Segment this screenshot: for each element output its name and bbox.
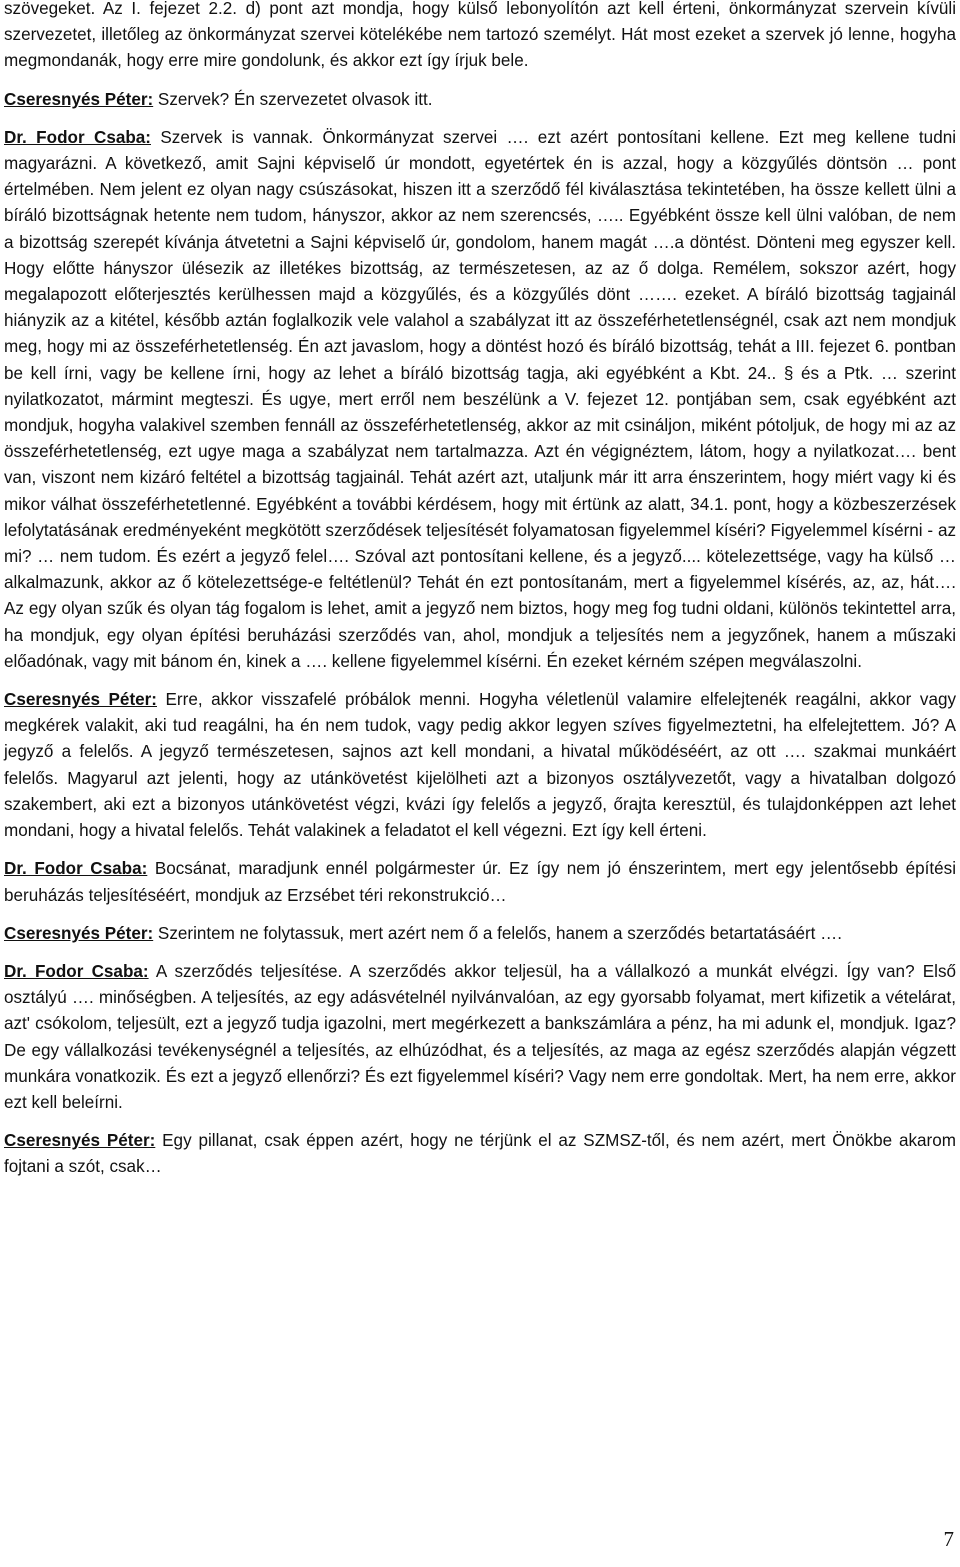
paragraph-fodor-2 — [4, 856, 956, 908]
paragraph-text: Szervek? Én szervezetet olvasok itt. — [153, 89, 433, 109]
paragraph-fodor-3 — [4, 959, 956, 1116]
paragraph-text: Szerintem ne folytassuk, mert azért nem ő a felelős, hanem a szerződés betartatásáért …. — [153, 923, 843, 943]
paragraph-fodor-1 — [4, 125, 956, 675]
paragraph-text: Erre, akkor visszafelé próbálok menni. Hogyha véletlenül valamire elfelejtenék reagálni, akkor vagy megkérek valakit, aki tud reagálni, ha én nem tudok, vagy pedig akkor legyen szíves figyelmeztetni, ha elfelejtettem. Jó? A jegyző a felelős. A jegyző természetesen, sajnos azt kell mondani, a hivatal működéséért, az ott …. szakmai munkáért felelős. Magyarul azt jelenti, hogy az utánkövetést kijelölheti azt a bizonyos osztályvezetőt, vagy a hivatalban dolgozó szakembert, aki ezt a bizonyos utánkövetést végzi, kvázi így felelős a jegyző, őrajta keresztül, és tulajdonképpen azt lehet mondani, hogy a hivatal felelős. Tehát valakinek a feladatot el kell végezni. Ezt így kell érteni. — [4, 690, 956, 841]
speaker-name: Dr. Fodor Csaba: — [4, 961, 149, 981]
speaker-name: Cseresnyés Péter: — [4, 690, 157, 710]
paragraph-continuation — [4, 0, 956, 75]
speaker-name: Dr. Fodor Csaba: — [4, 127, 151, 147]
paragraph-cseresnyes-2 — [4, 687, 956, 844]
speaker-name: Dr. Fodor Csaba: — [4, 859, 148, 879]
paragraph-cseresnyes-3 — [4, 921, 956, 947]
paragraph-text: Bocsánat, maradjunk ennél polgármester úr. Ez így nem jó énszerintem, mert egy jelentősebb építési beruházás teljesítéséért, mondjuk az Erzsébet téri rekonstrukció… — [4, 859, 957, 905]
speaker-name: Cseresnyés Péter: — [4, 1131, 156, 1151]
paragraph-text: Szervek is vannak. Önkormányzat szervei …. ezt azért pontosítani kellene. Ezt meg kellene tudni magyarázni. A következő, amit Sajni képviselő úr mondott, egyetértek én is azzal, hogy a közgyűlés döntsön … pont értelmében. Nem jelent ez olyan nagy csúszásokat, hiszen itt a szerződő fél kiválasztása tekintetében, ha össze kellett ülni a bíráló bizottságnak hetente nem tudom, hányszor, akkor az nem szerencsés, ….. Egyébként össze kell ülni valóban, de nem a bizottság szerepét kívánja átvetetni a Sajni képviselő úr, gondolom, hanem magát ….a döntést. Dönteni meg egyszer kell. Hogy előtte hányszor ülésezik az illetékes bizottság, az természetesen, az az ő dolga. Remélem, sokszor azért, hogy megalapozott előterjesztés kerülhessen majd a közgyűlés, és a közgyűlés dönt ……. ezeket. A bíráló bizottság tagjainál hiányzik az a kitétel, később aztán foglalkozik vele valahol a szabályzat itt az összeférhetetlenségnél, csak azt nem mondjuk meg, hogy mi az összeférhetetlenség. Én azt javaslom, hogy a döntést hozó és bíráló bizottság, tehát a III. fejezet 6. pontban be kell írni, vagy be kellene írni, hogy az lehet a bíráló bizottság tagja, aki egyébként a Kbt. 24.. § és a Ptk. … szerint nyilatkozatot, mármint megteszi. És ugye, mert erről nem beszélünk a V. fejezet 12. pontjában sem, csak egyébként azt mondjuk, hogyha valakivel szemben fennáll az összeférhetetlenség, akkor az mit csináljon, miként pótoljuk, de hogy mi az az összeférhetetlenség, ezt ugye maga a szabályzat nem tartalmazza. Azt én végignéztem, látom, hogy a nyilatkozat…. bent van, viszont nem kizáró feltétel a bizottság tagjainál. Tehát azért azt, utaljunk már itt arra énszerintem, hogy miért vagy ki és mikor válhat összeférhetetlenné. Egyébként a további kérdésem, hogy mit értünk az alatt, 34.1. pont, hogy a közbeszerzések lefolytatásának eredményeként megkötött szerződések teljesítését folyamatosan figyelemmel kíséri? Figyelemmel kísérni - az mi? … nem tudom. És ezért a jegyző felel…. Szóval azt pontosítani kellene, és a jegyző.... kötelezettsége, vagy ha külső … alkalmazunk, akkor az ő kötelezettsége-e feltétlenül? Tehát én ezt pontosítanám, mert a figyelemmel kísérés, az, az, hát…. Az egy olyan szűk és olyan tág fogalom is lehet, amit a jegyző nem biztos, hogy meg fog tudni oldani, különös tekintettel arra, ha mondjuk, egy olyan építési beruházási szerződés van, ahol, mondjuk a teljesítés nem a jegyzőnek, hanem a műszaki előadónak, vagy mit bánom én, kinek a …. kellene figyelemmel kísérni. Én ezeket kérném szépen megválaszolni. — [4, 127, 957, 671]
speaker-name: Cseresnyés Péter: — [4, 89, 154, 109]
paragraph-text: A szerződés teljesítése. A szerződés akkor teljesül, ha a vállalkozó a munkát elvégzi. Így van? Első osztályú …. minőségben. A teljesítés, az egy adásvételnél nyilvánvalóan, az egy gyorsabb folyamat, mert kifizetik a vételárat, azt' csókolom, teljesült, ezt a jegyző tudja igazolni, mert megérkezett a bankszámlára a pénz, ha mi adunk el, mondjuk. Igaz? De egy vállalkozási tevékenységnél a teljesítés, az elhúzódhat, és a teljesítés, az maga az egész szerződés alapján végzett munkára vonatkozik. És ezt a jegyző ellenőrzi? És ezt figyelemmel kíséri? Vagy nem erre gondoltak. Mert, ha nem erre, akkor ezt kell beleírni. — [4, 961, 957, 1112]
speaker-name: Cseresnyés Péter: — [4, 923, 154, 943]
paragraph-text: szövegeket. Az I. fejezet 2.2. d) pont azt mondja, hogy külső lebonyolítón azt kell érteni, önkormányzat szervein kívüli szervezetet, illetőleg az önkormányzat szervei kötelékébe nem tartozó személyt. Hát most ezeket a szervek jó lenne, hogyha megmondanák, hogy erre mire gondolunk, és akkor ezt így írjuk bele. — [4, 0, 956, 71]
page-number: 7 — [943, 1527, 954, 1551]
paragraph-cseresnyes-1 — [4, 87, 956, 113]
transcript-page — [4, 0, 956, 1193]
paragraph-text: Egy pillanat, csak éppen azért, hogy ne térjünk el az SZMSZ-től, és nem azért, mert Önökbe akarom fojtani a szót, csak… — [4, 1131, 956, 1177]
paragraph-cseresnyes-4 — [4, 1128, 956, 1180]
